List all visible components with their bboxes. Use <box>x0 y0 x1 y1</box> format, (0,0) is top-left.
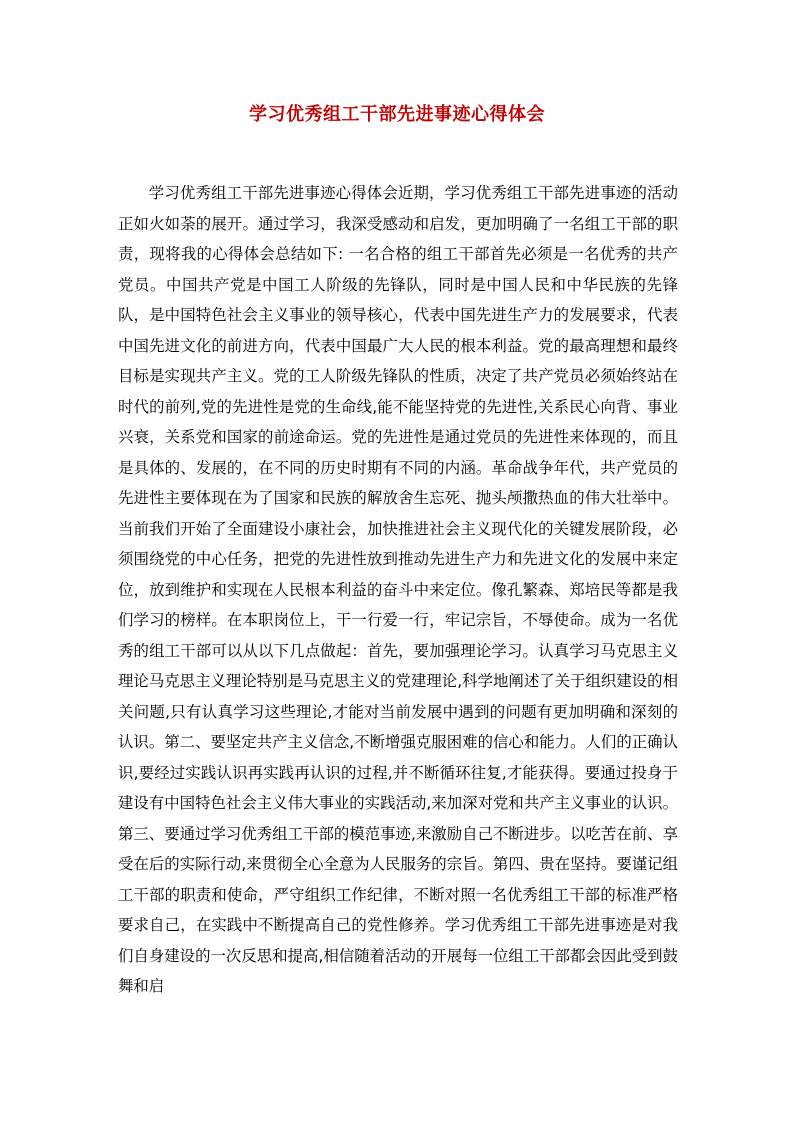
document-title: 学习优秀组工干部先进事迹心得体会 <box>249 104 545 125</box>
document-body-paragraph: 学习优秀组工干部先进事迹心得体会近期，学习优秀组工干部先进事迹的活动正如火如荼的展开。通过学习，我深受感动和启发，更加明确了一名组工干部的职责，现将我的心得体会总结如下: 一名合格的组工干部首先必须是一名优秀的共产党员。中国共产党是中国工人阶级的先锋队，同时是中国人民和中华民族的先锋队，是中国特色社会主义事业的领导核心，代表中国先进生产力的发展要求，代表中国先进文化的前进方向，代表中国最广大人民的根本利益。党的最高理想和最终目标是实现共产主义。党的工人阶级先锋队的性质，决定了共产党员必须始终站在时代的前列,党的先进性是党的生命线,能不能坚持党的先进性,关系民心向背、事业兴衰，关系党和国家的前途命运。党的先进性是通过党员的先进性来体现的，而且是具体的、发展的，在不同的历史时期有不同的内涵。革命战争年代，共产党员的先进性主要体现在为了国家和民族的解放舍生忘死、抛头颅撒热血的伟大壮举中。当前我们开始了全面建设小康社会，加快推进社会主义现代化的关键发展阶段，必须围绕党的中心任务，把党的先进性放到推动先进生产力和先进文化的发展中来定位，放到维护和实现在人民根本利益的奋斗中来定位。像孔繁森、郑培民等都是我们学习的榜样。在本职岗位上，干一行爱一行，牢记宗旨，不辱使命。成为一名优秀的组工干部可以从以下几点做起：首先，要加强理论学习。认真学习马克思主义理论马克思主义理论特别是马克思主义的党建理论,科学地阐述了关于组织建设的相关问题,只有认真学习这些理论,才能对当前发展中遇到的问题有更加明确和深刻的认识。第二、要坚定共产主义信念,不断增强克服困难的信心和能力。人们的正确认识,要经过实践认识再实践再认识的过程,并不断循环往复,才能获得。要通过投身于建设有中国特色社会主义伟大事业的实践活动,来加深对党和共产主义事业的认识。第三、要通过学习优秀组工干部的模范事迹,来激励自己不断进步。以吃苦在前、享受在后的实际行动,来贯彻全心全意为人民服务的宗旨。第四、贵在坚持。要谨记组工干部的职责和使命，严守组织工作纪律，不断对照一名优秀组工干部的标准严格要求自己，在实践中不断提高自己的党性修养。学习优秀组工干部先进事迹是对我们自身建设的一次反思和提高,相信随着活动的开展每一位组工干部都会因此受到鼓舞和启 <box>118 184 678 995</box>
